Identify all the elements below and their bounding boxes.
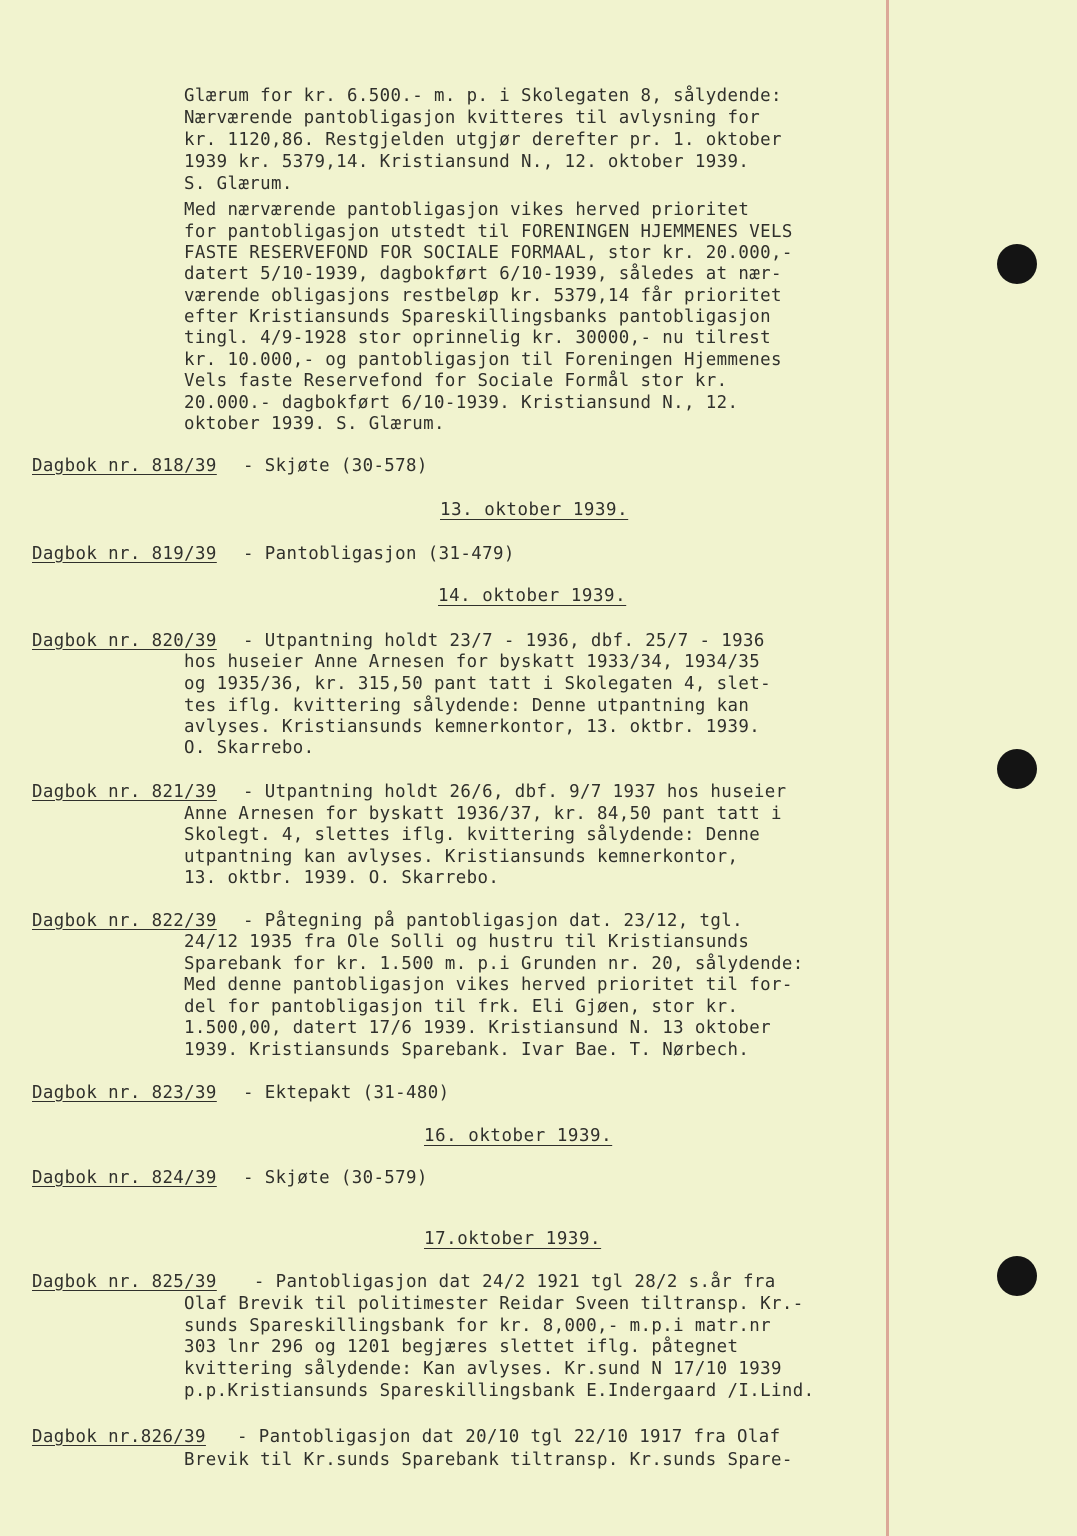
entry-text: utpantning kan avlyses. Kristiansunds kemnerkontor, bbox=[184, 847, 739, 867]
entry-label: Dagbok nr. 825/39 bbox=[32, 1272, 217, 1292]
text-line: værende obligasjons restbeløp kr. 5379,14 får prioritet bbox=[184, 286, 782, 306]
punch-hole bbox=[997, 244, 1037, 284]
text-line: tingl. 4/9-1928 stor oprinnelig kr. 30000,- nu tilrest bbox=[184, 328, 771, 348]
entry-text: Brevik til Kr.sunds Sparebank tiltransp. Kr.sunds Spare- bbox=[184, 1450, 793, 1470]
entry-text: Sparebank for kr. 1.500 m. p.i Grunden nr. 20, sålydende: bbox=[184, 954, 804, 974]
entry-label: Dagbok nr.826/39 bbox=[32, 1427, 206, 1447]
date-heading: 14. oktober 1939. bbox=[438, 586, 627, 606]
entry-label: Dagbok nr. 818/39 bbox=[32, 456, 217, 476]
text-line: Med nærværende pantobligasjon vikes herved prioritet bbox=[184, 200, 750, 220]
entry-text: kvittering sålydende: Kan avlyses. Kr.sund N 17/10 1939 bbox=[184, 1359, 782, 1379]
entry-text: Med denne pantobligasjon vikes herved prioritet til for- bbox=[184, 975, 793, 995]
entry-label: Dagbok nr. 824/39 bbox=[32, 1168, 217, 1188]
entry-label: Dagbok nr. 823/39 bbox=[32, 1083, 217, 1103]
punch-hole bbox=[997, 1256, 1037, 1296]
margin-rule bbox=[886, 0, 889, 1536]
entry-text: 13. oktbr. 1939. O. Skarrebo. bbox=[184, 868, 500, 888]
text-line: kr. 1120,86. Restgjelden utgjør derefter pr. 1. oktober bbox=[184, 130, 782, 150]
signature-line: S. Glærum. bbox=[184, 174, 293, 194]
entry-text: del for pantobligasjon til frk. Eli Gjøen, stor kr. bbox=[184, 997, 739, 1017]
entry-text: - Utpantning holdt 23/7 - 1936, dbf. 25/7 - 1936 bbox=[243, 631, 765, 651]
entry-text: - Påtegning på pantobligasjon dat. 23/12, tgl. bbox=[243, 911, 744, 931]
entry-text: 24/12 1935 fra Ole Solli og hustru til Kristiansunds bbox=[184, 932, 750, 952]
entry-text: - Pantobligasjon dat 20/10 tgl 22/10 1917 fra Olaf bbox=[237, 1427, 781, 1447]
date-heading: 16. oktober 1939. bbox=[424, 1126, 613, 1146]
entry-text: O. Skarrebo. bbox=[184, 738, 315, 758]
text-line: datert 5/10-1939, dagbokført 6/10-1939, således at nær- bbox=[184, 264, 782, 284]
text-line: Nærværende pantobligasjon kvitteres til avlysning for bbox=[184, 108, 761, 128]
entry-label: Dagbok nr. 821/39 bbox=[32, 782, 217, 802]
text-line: efter Kristiansunds Spareskillingsbanks pantobligasjon bbox=[184, 307, 771, 327]
entry-text: tes iflg. kvittering sålydende: Denne utpantning kan bbox=[184, 696, 750, 716]
entry-text: p.p.Kristiansunds Spareskillingsbank E.Indergaard /I.Lind. bbox=[184, 1381, 815, 1401]
entry-text: Olaf Brevik til politimester Reidar Sveen tiltransp. Kr.- bbox=[184, 1294, 804, 1314]
text-line: for pantobligasjon utstedt til FORENINGEN HJEMMENES VELS bbox=[184, 222, 793, 242]
entry-text: avlyses. Kristiansunds kemnerkontor, 13. oktbr. 1939. bbox=[184, 717, 761, 737]
text-line: 20.000.- dagbokført 6/10-1939. Kristiansund N., 12. bbox=[184, 393, 739, 413]
entry-text: - Pantobligasjon (31-479) bbox=[243, 544, 515, 564]
entry-text: - Skjøte (30-578) bbox=[243, 456, 428, 476]
entry-text: - Pantobligasjon dat 24/2 1921 tgl 28/2 s.år fra bbox=[243, 1272, 776, 1292]
text-line: FASTE RESERVEFOND FOR SOCIALE FORMAAL, stor kr. 20.000,- bbox=[184, 243, 793, 263]
entry-text: sunds Spareskillingsbank for kr. 8,000,- m.p.i matr.nr bbox=[184, 1316, 771, 1336]
text-line: Glærum for kr. 6.500.- m. p. i Skolegaten 8, sålydende: bbox=[184, 86, 782, 106]
punch-hole bbox=[997, 749, 1037, 789]
text-line: 1939 kr. 5379,14. Kristiansund N., 12. oktober 1939. bbox=[184, 152, 750, 172]
entry-label: Dagbok nr. 822/39 bbox=[32, 911, 217, 931]
entry-text: 1939. Kristiansunds Sparebank. Ivar Bae. T. Nørbech. bbox=[184, 1040, 750, 1060]
date-heading: 17.oktober 1939. bbox=[424, 1229, 602, 1249]
entry-text: - Ektepakt (31-480) bbox=[243, 1083, 450, 1103]
text-line: Vels faste Reservefond for Sociale Formål stor kr. bbox=[184, 371, 728, 391]
text-line: oktober 1939. S. Glærum. bbox=[184, 414, 445, 434]
entry-label: Dagbok nr. 820/39 bbox=[32, 631, 217, 651]
entry-text: - Utpantning holdt 26/6, dbf. 9/7 1937 hos huseier bbox=[243, 782, 787, 802]
entry-text: Skolegt. 4, slettes iflg. kvittering sålydende: Denne bbox=[184, 825, 761, 845]
entry-text: hos huseier Anne Arnesen for byskatt 1933/34, 1934/35 bbox=[184, 652, 761, 672]
entry-text: 1.500,00, datert 17/6 1939. Kristiansund N. 13 oktober bbox=[184, 1018, 771, 1038]
date-heading: 13. oktober 1939. bbox=[440, 500, 629, 520]
text-line: kr. 10.000,- og pantobligasjon til Foreningen Hjemmenes bbox=[184, 350, 782, 370]
entry-text: Anne Arnesen for byskatt 1936/37, kr. 84,50 pant tatt i bbox=[184, 804, 782, 824]
entry-text: 303 lnr 296 og 1201 begjæres slettet iflg. påtegnet bbox=[184, 1337, 739, 1357]
entry-text: - Skjøte (30-579) bbox=[243, 1168, 428, 1188]
entry-label: Dagbok nr. 819/39 bbox=[32, 544, 217, 564]
entry-text: og 1935/36, kr. 315,50 pant tatt i Skolegaten 4, slet- bbox=[184, 674, 771, 694]
